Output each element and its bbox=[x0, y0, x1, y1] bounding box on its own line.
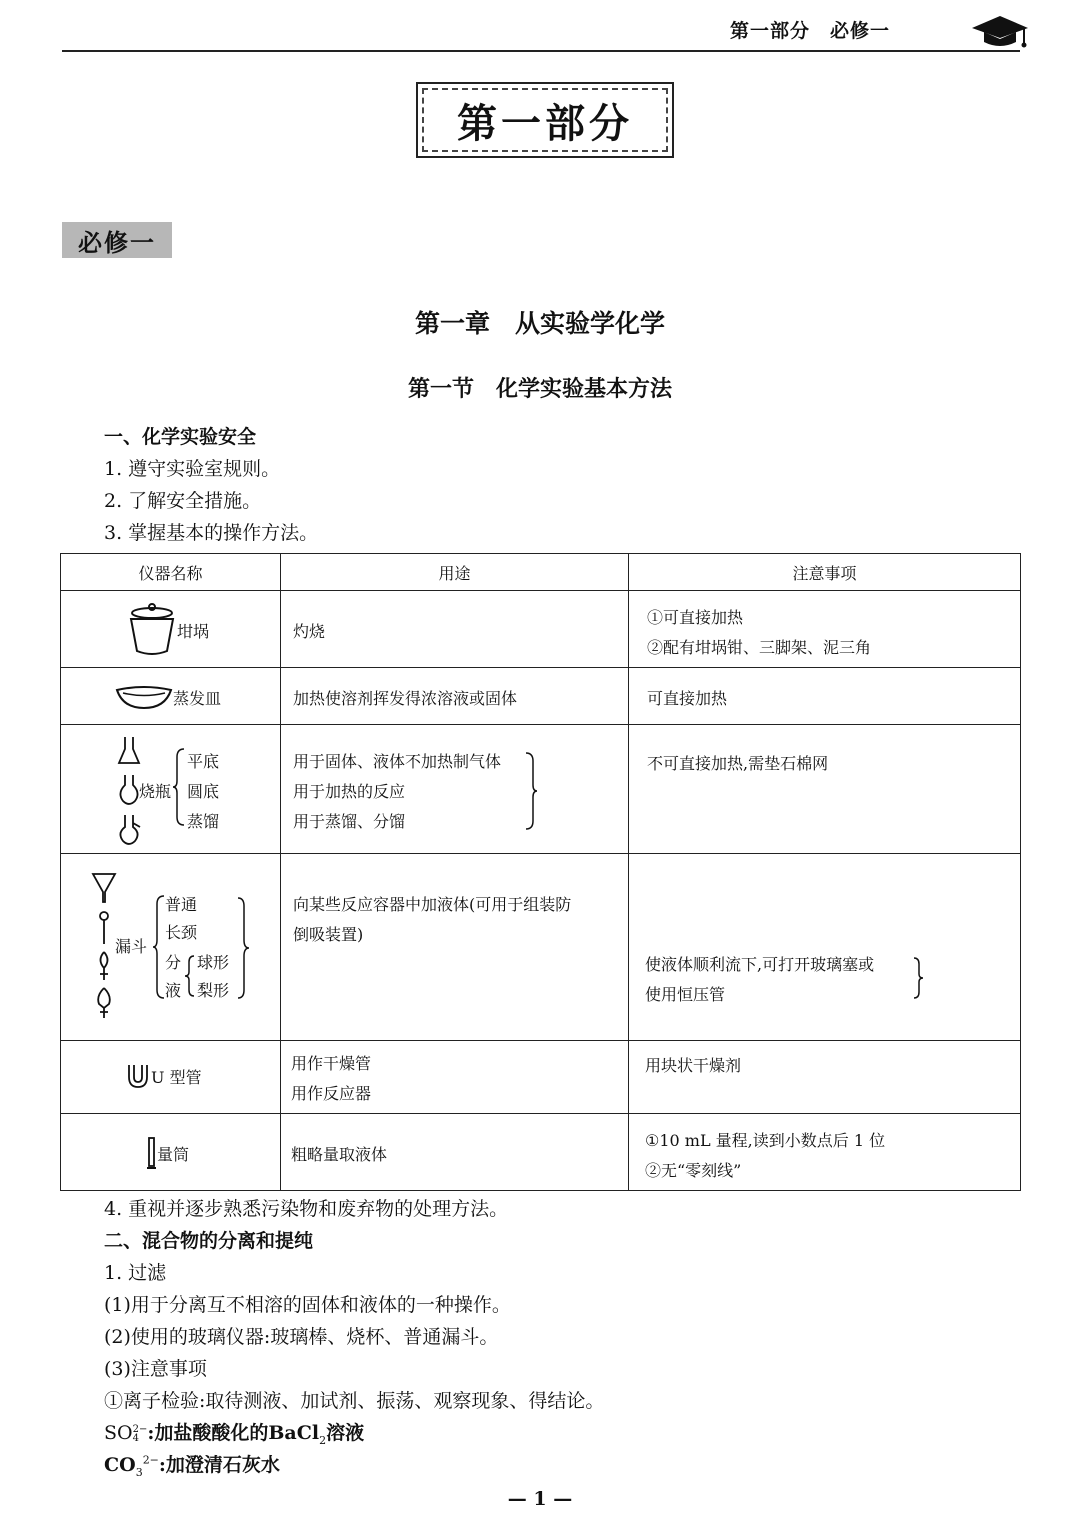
table-row bbox=[61, 591, 1021, 668]
evaporating-dish-icon bbox=[115, 682, 173, 710]
funnel-note-brace-icon bbox=[913, 956, 923, 1000]
part1-item-4: 4. 重视并逐步熟悉污染物和废弃物的处理方法。 bbox=[104, 1198, 509, 1220]
flask-type-2: 圆底 bbox=[187, 782, 220, 801]
funnel-sep-type-1: 球形 bbox=[197, 953, 230, 972]
funnel-use-1: 向某些反应容器中加液体(可用于组装防 bbox=[293, 895, 572, 914]
chapter-title: 第一章 从实验学化学 bbox=[414, 309, 665, 338]
carbonate-test-text: :加澄清石灰水 bbox=[158, 1454, 280, 1476]
bacl-subscript: 2 bbox=[319, 1433, 327, 1447]
funnel-sep-label-2: 液 bbox=[165, 981, 182, 1000]
sulfate-test-text: :加盐酸酸化的BaCl bbox=[147, 1422, 320, 1444]
dish-name: 蒸发皿 bbox=[173, 689, 222, 708]
flask-icon bbox=[117, 735, 141, 847]
part1-item-3: 3. 掌握基本的操作方法。 bbox=[104, 522, 319, 544]
table-row bbox=[61, 1114, 1021, 1191]
module-badge: 必修一 bbox=[62, 222, 172, 258]
funnel-sep-label-1: 分 bbox=[165, 953, 182, 972]
part2-heading: 二、混合物的分离和提纯 bbox=[104, 1230, 314, 1252]
flask-use-2: 用于加热的反应 bbox=[293, 782, 406, 801]
header-instrument: 仪器名称 bbox=[61, 554, 281, 591]
sulfate-test-end: 溶液 bbox=[326, 1422, 365, 1444]
crucible-name: 坩埚 bbox=[177, 622, 210, 641]
measuring-cylinder-icon bbox=[147, 1136, 157, 1170]
flask-use-1: 用于固体、液体不加热制气体 bbox=[293, 752, 502, 771]
part-title: 第一部分 bbox=[457, 99, 633, 147]
crucible-note-2: ②配有坩埚钳、三脚架、泥三角 bbox=[647, 638, 872, 657]
flask-note: 不可直接加热,需垫石棉网 bbox=[647, 754, 829, 773]
part2-p1: (1)用于分离互不相溶的固体和液体的一种操作。 bbox=[104, 1294, 511, 1316]
part2-p2: (2)使用的玻璃仪器:玻璃棒、烧杯、普通漏斗。 bbox=[104, 1326, 499, 1348]
dish-use: 加热使溶剂挥发得浓溶液或固体 bbox=[293, 689, 518, 708]
sulfate-test-line bbox=[104, 1418, 364, 1447]
part2-p4: ①离子检验:取待测液、加试剂、振荡、观察现象、得结论。 bbox=[104, 1390, 605, 1412]
part2-p3: (3)注意事项 bbox=[104, 1358, 207, 1380]
funnel-type-2: 长颈 bbox=[165, 923, 198, 942]
sulfate-charge: 2− bbox=[132, 1424, 148, 1435]
sulfate-formula: SO bbox=[104, 1422, 133, 1444]
cylinder-use: 粗略量取液体 bbox=[291, 1145, 388, 1164]
part1-item-1: 1. 遵守实验室规则。 bbox=[104, 458, 281, 480]
cylinder-name: 量筒 bbox=[157, 1145, 190, 1164]
crucible-icon bbox=[127, 603, 177, 657]
dish-note: 可直接加热 bbox=[647, 689, 728, 708]
sulfate-subscript: 4 bbox=[132, 1433, 139, 1444]
utube-note: 用块状干燥剂 bbox=[645, 1056, 742, 1075]
funnel-use-2: 倒吸装置) bbox=[293, 925, 364, 944]
funnel-icon bbox=[91, 870, 117, 1020]
section-title: 第一节 化学实验基本方法 bbox=[407, 376, 672, 402]
flask-name: 烧瓶 bbox=[139, 782, 172, 801]
running-header: 第一部分 必修一 bbox=[729, 20, 890, 42]
part-title-frame bbox=[416, 82, 674, 158]
instrument-table bbox=[60, 553, 1021, 1191]
funnel-type-brace-icon bbox=[153, 894, 165, 1000]
funnel-note-2: 使用恒压管 bbox=[645, 985, 726, 1004]
carbonate-subscript: 3 bbox=[135, 1465, 143, 1479]
funnel-note-1: 使液体顺利流下,可打开玻璃塞或 bbox=[645, 955, 875, 974]
graduation-cap-icon bbox=[970, 12, 1030, 52]
header-rule bbox=[62, 50, 1020, 52]
table-row bbox=[61, 668, 1021, 725]
part1-item-2: 2. 了解安全措施。 bbox=[104, 490, 262, 512]
utube-use-2: 用作反应器 bbox=[291, 1084, 372, 1103]
header-use: 用途 bbox=[281, 554, 629, 591]
u-tube-icon bbox=[127, 1063, 149, 1089]
flask-type-1: 平底 bbox=[187, 752, 220, 771]
crucible-use: 灼烧 bbox=[293, 622, 326, 641]
cylinder-note-1: ①10 mL 量程,读到小数点后 1 位 bbox=[645, 1131, 886, 1150]
funnel-type-1: 普通 bbox=[165, 895, 198, 914]
carbonate-formula: CO bbox=[104, 1454, 136, 1476]
carbonate-test-line bbox=[104, 1450, 280, 1479]
crucible-note-1: ①可直接加热 bbox=[647, 608, 744, 627]
carbonate-charge: 2− bbox=[142, 1453, 159, 1467]
table-row bbox=[61, 725, 1021, 854]
flask-type-3: 蒸馏 bbox=[187, 812, 220, 831]
utube-use-1: 用作干燥管 bbox=[291, 1054, 372, 1073]
flask-type-brace-icon bbox=[173, 747, 185, 827]
cylinder-note-2: ②无“零刻线” bbox=[645, 1161, 742, 1180]
funnel-right-brace-icon bbox=[237, 896, 249, 1000]
utube-name: U 型管 bbox=[151, 1068, 202, 1087]
funnel-sep-brace-icon bbox=[185, 954, 195, 998]
table-row bbox=[61, 854, 1021, 1041]
page-number: — 1 — bbox=[507, 1488, 573, 1510]
header-notes: 注意事项 bbox=[629, 554, 1021, 591]
table-row bbox=[61, 1041, 1021, 1114]
flask-use-3: 用于蒸馏、分馏 bbox=[293, 812, 406, 831]
part1-heading: 一、化学实验安全 bbox=[104, 426, 257, 448]
table-header-row bbox=[61, 554, 1021, 591]
funnel-sep-type-2: 梨形 bbox=[197, 981, 230, 1000]
funnel-name: 漏斗 bbox=[115, 937, 148, 956]
flask-use-brace-icon bbox=[525, 751, 537, 831]
part2-sub1: 1. 过滤 bbox=[104, 1262, 167, 1284]
